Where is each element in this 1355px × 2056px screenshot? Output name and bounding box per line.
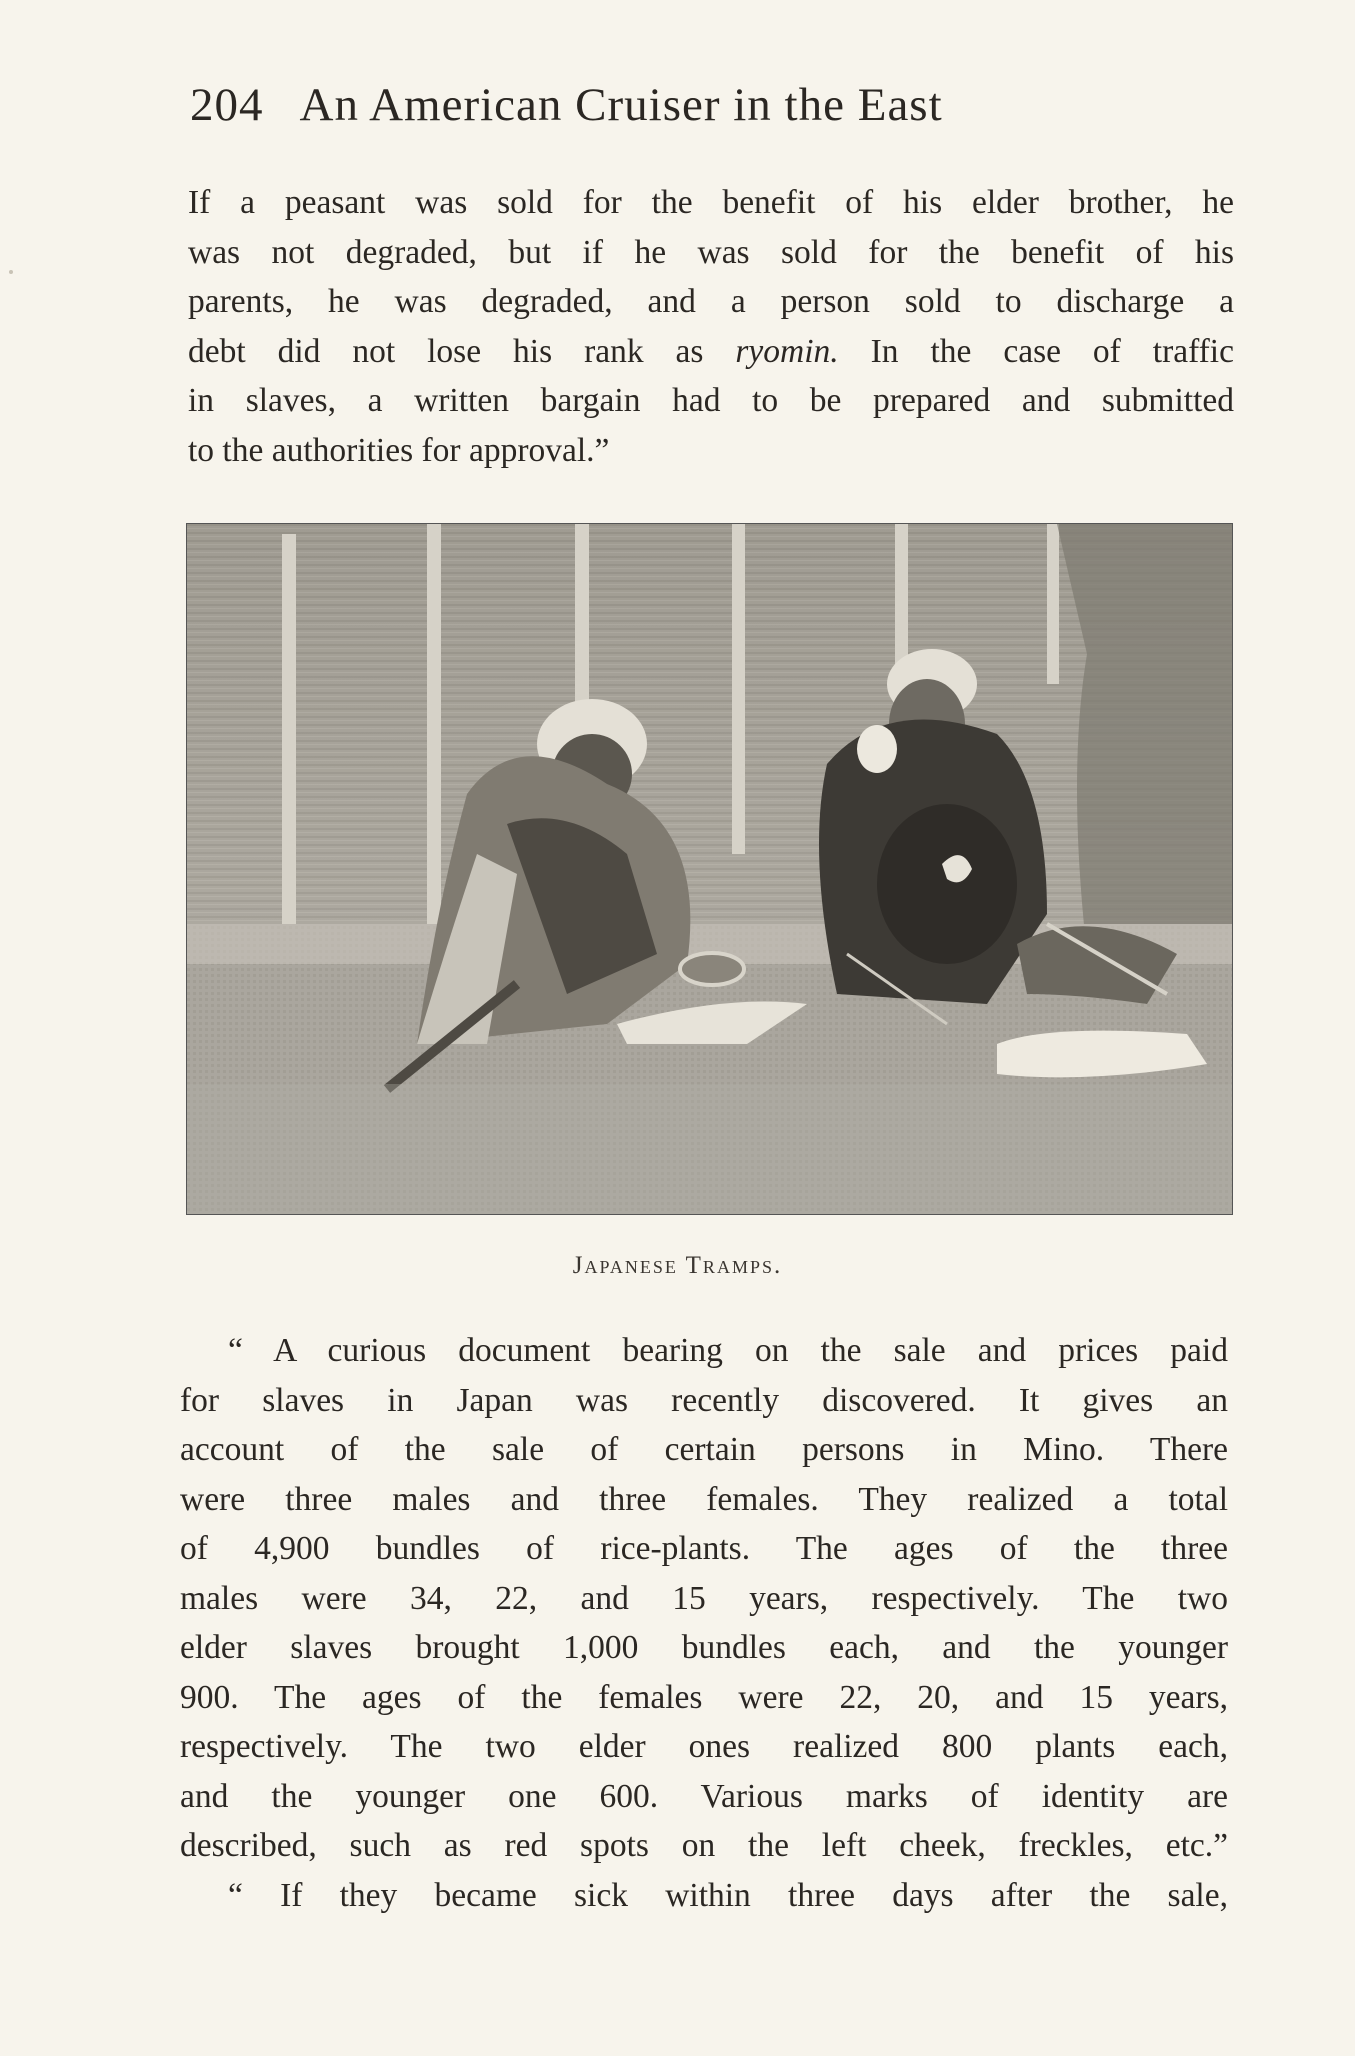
text-line <box>188 327 1234 377</box>
paragraph-2 <box>180 1326 1228 1920</box>
text-line: was not degraded, but if he was sold for the benefit of his <box>188 233 1234 271</box>
text-line: and the younger one 600. Various marks of identity are <box>180 1777 1228 1815</box>
italic-term: ryomin. <box>735 332 839 370</box>
text-line: elder slaves brought 1,000 bundles each, and the younger <box>180 1629 1228 1666</box>
page-number: 204 <box>190 79 264 131</box>
text-line: described, such as red spots on the left cheek, freckles, etc.” <box>180 1827 1228 1864</box>
text-line: respectively. The two elder ones realized 800 plants each, <box>180 1728 1228 1765</box>
text-line: for slaves in Japan was recently discovered. It gives an <box>180 1381 1228 1419</box>
running-head <box>190 78 1140 132</box>
text-line: of 4,900 bundles of rice-plants. The ages of the three <box>180 1530 1228 1567</box>
text-line: males were 34, 22, and 15 years, respectively. The two <box>180 1579 1228 1617</box>
text-run: In the case of traffic <box>838 332 1234 370</box>
text-run: debt did not lose his rank as <box>188 332 736 370</box>
text-line: to the authorities for approval.” <box>188 431 610 469</box>
text-line: “ If they became sick within three days after the sale, <box>228 1876 1228 1914</box>
figure-caption: Japanese Tramps. <box>572 1252 783 1279</box>
margin-speck <box>9 270 13 274</box>
text-line: in slaves, a written bargain had to be prepared and submitted <box>188 382 1234 420</box>
text-line: parents, he was degraded, and a person sold to discharge a <box>188 283 1234 321</box>
text-line: “ A curious document bearing on the sale and prices paid <box>228 1332 1228 1369</box>
photograph-illustration <box>187 524 1232 1214</box>
text-line: 900. The ages of the females were 22, 20, and 15 years, <box>180 1678 1228 1716</box>
text-line: were three males and three females. They realized a total <box>180 1480 1228 1518</box>
text-line: account of the sale of certain persons in Mino. There <box>180 1431 1228 1468</box>
text-line: If a peasant was sold for the benefit of his elder brother, he <box>188 184 1234 221</box>
paragraph-1 <box>188 178 1234 476</box>
book-title: An American Cruiser in the East <box>299 79 943 131</box>
photograph-plate <box>186 523 1233 1215</box>
